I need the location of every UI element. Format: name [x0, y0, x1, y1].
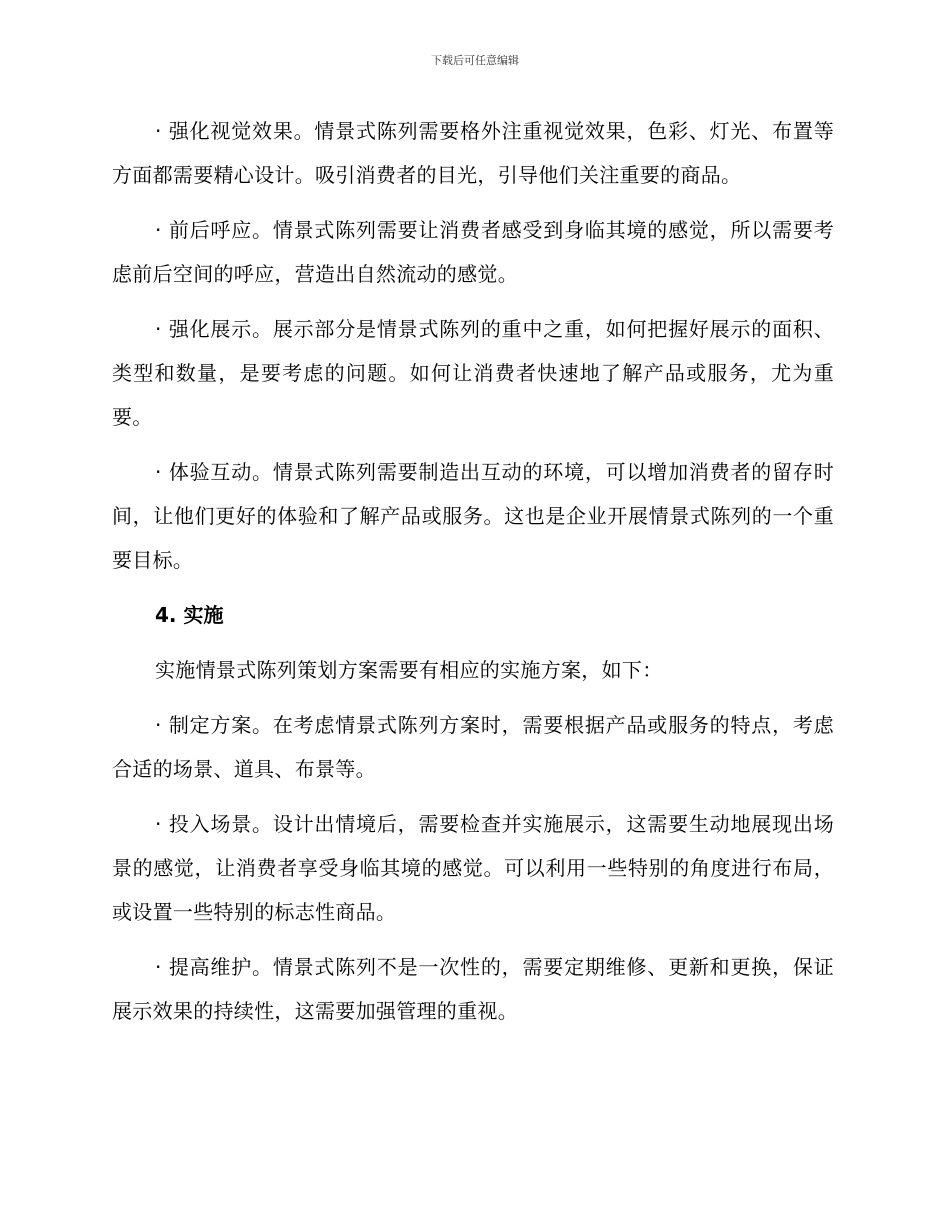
section-heading: 4. 实施: [155, 603, 224, 627]
paragraph-plan: · 制定方案。在考虑情景式陈列方案时，需要根据产品或服务的特点，考虑合适的场景、道具、布景等。: [112, 713, 834, 781]
page-header: 下载后可任意编辑: [431, 54, 519, 67]
document-body: [112, 109, 834, 1044]
paragraph-display: · 强化展示。展示部分是情景式陈列的重中之重，如何把握好展示的面积、类型和数量，是要考虑的问题。如何让消费者快速地了解产品或服务，尤为重要。: [112, 317, 834, 429]
paragraph-visual-effect: · 强化视觉效果。情景式陈列需要格外注重视觉效果，色彩、灯光、布置等方面都需要精心设计。吸引消费者的目光，引导他们关注重要的商品。: [112, 119, 834, 187]
paragraph-interaction: · 体验互动。情景式陈列需要制造出互动的环境，可以增加消费者的留存时间，让他们更好的体验和了解产品或服务。这也是企业开展情景式陈列的一个重要目标。: [112, 460, 834, 572]
paragraph-echo: · 前后呼应。情景式陈列需要让消费者感受到身临其境的感觉，所以需要考虑前后空间的呼应，营造出自然流动的感觉。: [112, 218, 834, 286]
paragraph-maintenance: · 提高维护。情景式陈列不是一次性的，需要定期维修、更新和更换，保证展示效果的持续性，这需要加强管理的重视。: [112, 955, 834, 1023]
paragraph-scene: · 投入场景。设计出情境后，需要检查并实施展示，这需要生动地展现出场景的感觉，让消费者享受身临其境的感觉。可以利用一些特别的角度进行布局，或设置一些特别的标志性商品。: [112, 812, 834, 924]
section-intro: 实施情景式陈列策划方案需要有相应的实施方案，如下：: [155, 658, 663, 682]
